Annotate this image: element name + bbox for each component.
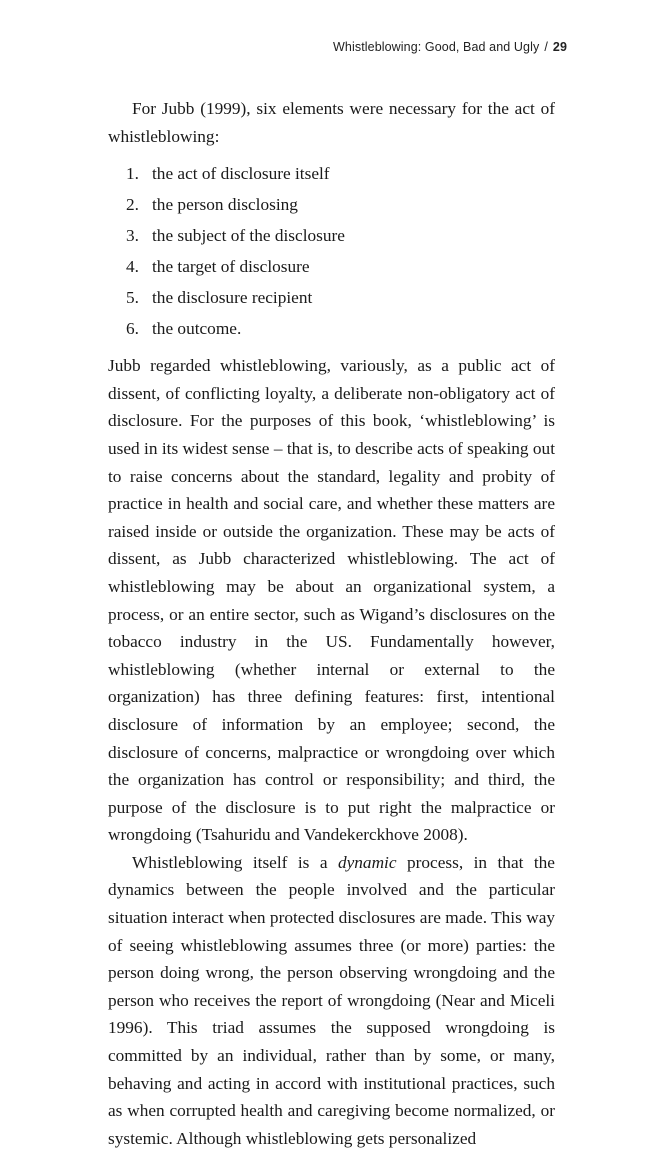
list-item-text: the act of disclosure itself xyxy=(152,164,330,184)
list-item-text: the target of disclosure xyxy=(152,257,310,277)
dynamics-text-rest: process, in that the dynamics between the people involved and the particular situation interact when protected disclosures are made. This way of seeing whistleblowing assumes three (or more) parties: the person doing wrong, the person observing wrongdoing and the person who receives the report of wrongdoing (Near and Miceli 1996). This triad assumes the supposed wrongdoing is committed by an individual, rather than by some, or many, behaving and acting in accord with institutional practices, such as when corrupted health and caregiving become normalized, or systemic. Although whistleblowing gets personalized xyxy=(108,852,555,1148)
dynamic-emphasis: dynamic xyxy=(337,852,397,872)
page-number: 29 xyxy=(552,40,567,54)
list-item-number: 6. xyxy=(126,319,139,339)
list-item xyxy=(126,282,555,313)
list-item-number: 2. xyxy=(126,195,139,215)
list-item xyxy=(126,158,555,189)
list-item-number: 4. xyxy=(126,257,139,277)
list-item-text: the disclosure recipient xyxy=(152,288,313,308)
list-item xyxy=(126,313,555,344)
running-head xyxy=(333,40,567,54)
list-item xyxy=(126,220,555,251)
body-text xyxy=(108,95,555,1152)
list-item-number: 3. xyxy=(126,226,139,246)
list-item-text: the outcome. xyxy=(152,319,242,339)
dynamics-paragraph xyxy=(108,849,555,1152)
running-head-separator: / xyxy=(544,40,548,54)
list-item-text: the subject of the disclosure xyxy=(152,226,345,246)
dynamics-text-start: Whistleblowing itself is a xyxy=(132,852,338,872)
elements-list xyxy=(108,158,555,344)
list-item-number: 1. xyxy=(126,164,139,184)
list-item-number: 5. xyxy=(126,288,139,308)
intro-paragraph: For Jubb (1999), six elements were necessary for the act of whistleblowing: xyxy=(108,99,555,146)
list-item-text: the person disclosing xyxy=(152,195,298,215)
list-item xyxy=(126,189,555,220)
definition-paragraph: Jubb regarded whistleblowing, variously, as a public act of dissent, of conflicting loyalty, a deliberate non-obligatory act of disclosure. For the purposes of this book, ‘whistleblowing’ is used in its widest sense – that is, to describe acts of speaking out to raise concerns about the standard, legality and probity of practice in health and social care, and whether these matters are raised inside or outside the organization. These may be acts of dissent, as Jubb characterized whistleblowing. The act of whistleblowing may be about an organizational system, a process, or an entire sector, such as Wigand’s disclosures on the tobacco industry in the US. Fundamentally however, whistleblowing (whether internal or external to the organization) has three defining features: first, intentional disclosure of information by an employee; second, the disclosure of concerns, malpractice or wrongdoing over which the organization has control or responsibility; and third, the purpose of the disclosure is to put right the malpractice or wrongdoing (Tsahuridu and Vandekerckhove 2008). xyxy=(108,356,555,845)
running-title: Whistleblowing: Good, Bad and Ugly xyxy=(333,40,540,54)
list-item xyxy=(126,251,555,282)
